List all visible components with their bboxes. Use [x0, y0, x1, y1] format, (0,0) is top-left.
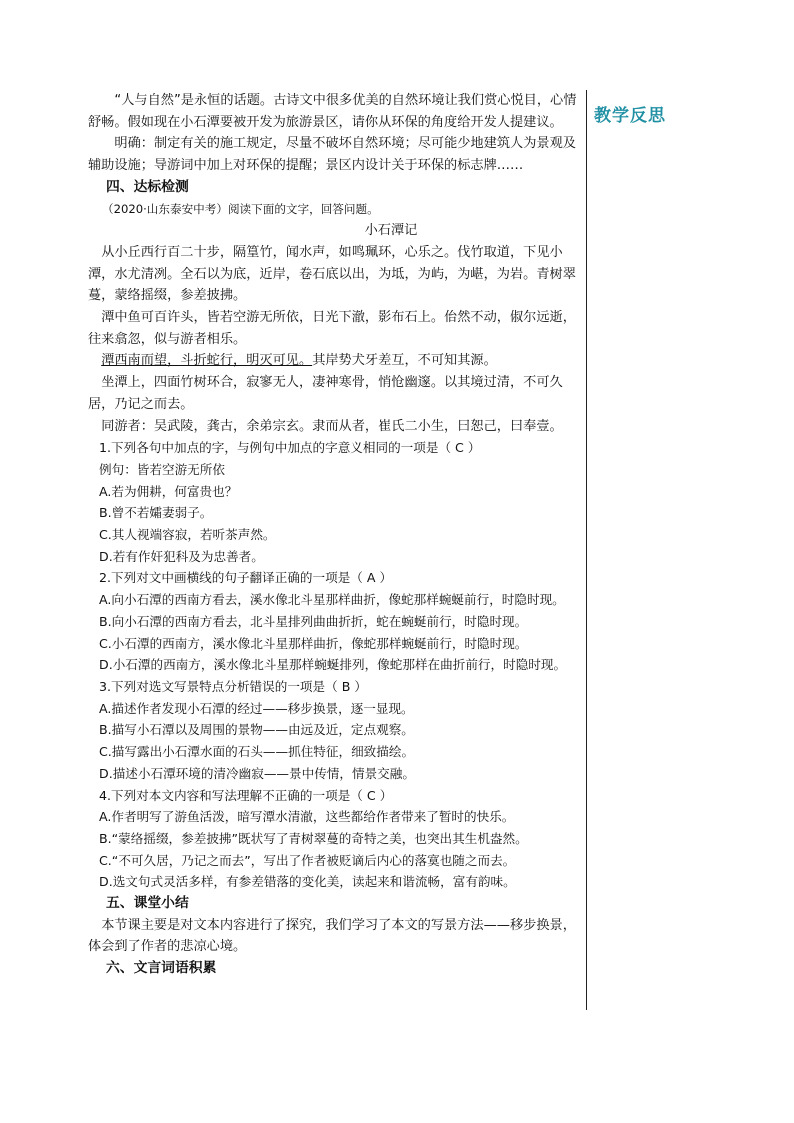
question-2-option-b: B.向小石潭的西南方看去，北斗星排列曲曲折折，蛇在蜿蜒前行，时隐时现。 — [99, 613, 528, 629]
question-4-stem: 4.下列对本文内容和写法理解不正确的一项是（ C ） — [99, 787, 393, 803]
question-4-option-b: B.“蒙络摇缀，参差披拂”既状写了青树翠蔓的奇特之美，也突出其生机盎然。 — [99, 830, 528, 846]
question-3-stem: 3.下列对选文写景特点分析错误的一项是（ B ） — [99, 678, 367, 694]
passage-paragraph: 同游者：吴武陵，龚古，余弟宗玄。隶而从者，崔氏二小生，曰恕己，曰奉壹。 — [101, 418, 563, 434]
passage-paragraph: 从小丘西行百二十步，隔篁竹，闻水声，如鸣珮环，心乐之。伐竹取道，下见小潭，水尤清冽。全石以为底，近岸，卷石底以出，为坻，为屿，为嵁，为岩。青树翠蔓，蒙络摇缀，参差披拂。 — [88, 244, 576, 304]
question-2-stem: 2.下列对文中画横线的句子翻译正确的一项是（ A ） — [99, 570, 393, 586]
question-1-option-a: A.若为佣耕，何富贵也？ — [99, 483, 238, 499]
section-heading-4: 四、达标检测 — [106, 178, 189, 195]
section-heading-6: 六、文言词语积累 — [106, 960, 217, 977]
intro-paragraph: “人与自然”是永恒的话题。古诗文中很多优美的自然环境让我们赏心悦目，心情舒畅。假如现在小石潭要被开发为旅游景区，请你从环保的角度给开发人提建议。 — [88, 93, 577, 130]
question-4-option-d: D.选文句式灵活多样，有参差错落的变化美，读起来和谐流畅，富有韵味。 — [99, 874, 516, 890]
reflection-title: 教学反思 — [594, 106, 666, 126]
summary-paragraph: 本节课主要是对文本内容进行了探究，我们学习了本文的写景方法——移步换景，体会到了作者的悲凉心境。 — [88, 917, 576, 955]
question-3-option-b: B.描写小石潭以及周围的景物——由远及近，定点观察。 — [99, 722, 414, 738]
passage-paragraph — [88, 350, 584, 372]
question-1-stem: 1.下列各句中加点的字，与例句中加点的字意义相同的一项是（ C ） — [99, 440, 481, 456]
question-3-option-a: A.描述作者发现小石潭的经过——移步换景，逐一显现。 — [99, 700, 414, 716]
underlined-sentence: 潭西南而望，斗折蛇行，明灭可见。 — [101, 353, 313, 369]
passage-paragraph: 潭中鱼可百许头，皆若空游无所依，日光下澈，影布石上。佁然不动，俶尔远逝，往来翕忽，似与游者相乐。 — [88, 310, 576, 347]
question-3-option-d: D.描述小石潭环境的清冷幽寂——景中传情，情景交融。 — [99, 765, 415, 781]
passage-title: 小石潭记 — [364, 223, 418, 239]
question-2-option-a: A.向小石潭的西南方看去，溪水像北斗星那样曲折，像蛇那样蜿蜒前行，时隐时现。 — [99, 592, 565, 608]
question-4-option-c: C.“不可久居，乃记之而去”，写出了作者被贬谪后内心的落寞也随之而去。 — [99, 852, 516, 868]
section-heading-5: 五、课堂小结 — [106, 895, 189, 912]
question-1-option-b: B.曾不若孀妻弱子。 — [99, 505, 213, 521]
main-column — [88, 90, 584, 980]
answer-paragraph: 明确：制定有关的施工规定，尽量不破坏自然环境；尽可能少地建筑人为景观及辅助设施；导游词中加上对环保的提醒；景区内设计关于环保的标志牌…… — [88, 136, 576, 174]
question-1-option-c: C.其人视端容寂，若听茶声然。 — [99, 527, 276, 543]
question-4-option-a: A.作者明写了游鱼活泼，暗写潭水清澈，这些都给作者带来了暂时的快乐。 — [99, 809, 515, 825]
question-2-option-c: C.小石潭的西南方，溪水像北斗星那样曲折，像蛇那样蜿蜒前行，时隐时现。 — [99, 635, 528, 651]
exam-source: （2020·山东泰安中考）阅读下面的文字，回答问题。 — [102, 201, 379, 216]
question-3-option-c: C.描写露出小石潭水面的石头——抓住特征，细致描绘。 — [99, 744, 415, 760]
passage-text: 其岸势犬牙差互，不可知其源。 — [312, 353, 497, 369]
passage-paragraph: 坐潭上，四面竹树环合，寂寥无人，凄神寒骨，悄怆幽邃。以其境过清，不可久居，乃记之而去。 — [88, 375, 563, 412]
question-1-example: 例句：皆若空游无所依 — [99, 461, 225, 477]
question-1-option-d: D.若有作奸犯科及为忠善者。 — [99, 548, 264, 564]
question-2-option-d: D.小石潭的西南方，溪水像北斗星那样蜿蜒排列，像蛇那样在曲折前行，时隐时现。 — [99, 657, 567, 673]
column-divider — [586, 90, 587, 1010]
